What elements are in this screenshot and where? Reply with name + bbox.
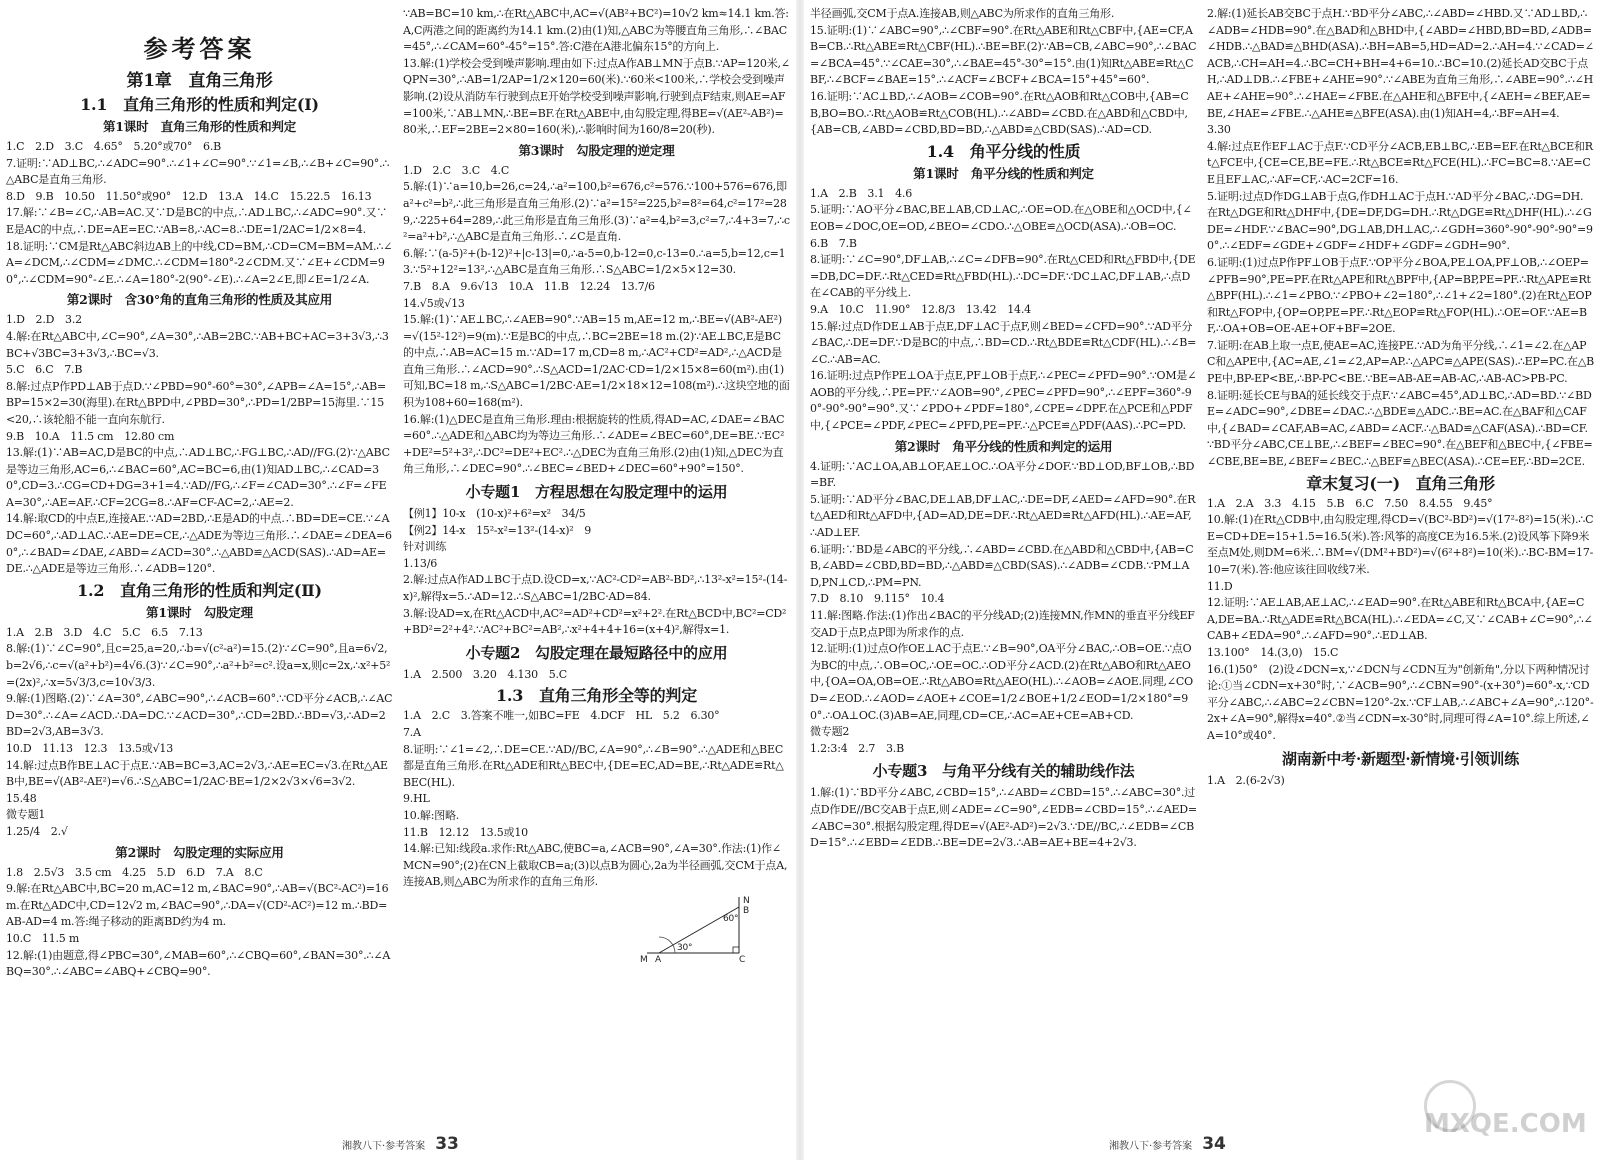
answer-paragraph: 9.解:(1)图略.(2)∵∠A=30°,∠ABC=90°,∴∠ACB=60°.∵CD平分∠ACB,∴∠ACD=30°.∴∠A=∠ACD.∴DA=DC.∵∠ACD=30°,∴CD=2BD.∴BD=√3,∴AD=2BD=2√3,AB=3√3. xyxy=(6,692,393,739)
answer-paragraph: 针对训练 xyxy=(403,540,447,554)
answer-paragraph: 【例2】14-x 15²-x²=13²-(14-x)² 9 xyxy=(403,523,592,537)
answer-paragraph: 3.解:设AD=x,在Rt△ACD中,AC²=AD²+CD²=x²+2².在Rt△BCD中,BC²=CD²+BD²=2²+4².∵AC²+BC²=AB²,∴x²+4+4+16=(x+4)²,解得x=1. xyxy=(403,606,787,637)
right-page xyxy=(804,0,1600,1160)
point-M-label: M xyxy=(640,954,648,963)
watermark-ring-icon xyxy=(1424,1080,1476,1132)
lesson-heading: 第1课时 角平分线的性质和判定 xyxy=(913,165,1094,181)
answer-paragraph: 10.C 11.5 m xyxy=(6,931,80,945)
answer-paragraph: 6.解:∵(a-5)²+(b-12)²+|c-13|=0,∴a-5=0,b-12=0,c-13=0.∴a=5,b=12,c=13.∵5²+12²=13²,∴△ABC是直角三角形.∴S△ABC=1/2×5×12=30. xyxy=(403,246,786,277)
point-N-label: N xyxy=(743,895,750,906)
answer-paragraph: 17.解:∵∠B=∠C,∴AB=AC.又∵D是BC的中点,∴AD⊥BC,∴∠ADC=90°.又∵E是AC的中点,∴DE=AE=EC.∵AB=8,∴AC=8.∴DE=1/2AC=1/2×8=4. xyxy=(6,206,388,236)
lesson-heading: 第2课时 含30°角的直角三角形的性质及其应用 xyxy=(66,292,333,308)
answer-paragraph: 15.证明:(1)∵∠ABC=90°,∴∠CBF=90°.在Rt△ABE和Rt△CBF中,{AE=CF,AB=CB.∴Rt△ABE≌Rt△CBF(HL).∴BE=BF.(2)∵AB=CB,∠ABC=90°,∴∠BAC=∠BCA=45°.∵∠CAE=30°,∴∠BAE=45°-30°=15°.由(1)知Rt△ABE≌Rt△CBF,∴∠BCF=∠BAE=15°.∴∠ACF=∠BCF+∠BCA=15°+45°=60°. xyxy=(810,23,1197,87)
section-heading: 1.4 角平分线的性质 xyxy=(926,141,1081,161)
document-title: 参考答案 xyxy=(143,34,256,63)
answer-paragraph: 4.解:在Rt△ABC中,∠C=90°,∠A=30°,∴AB=2BC.∵AB+BC+AC=3+3√3,∴3BC+√3BC=3+3√3,∴BC=√3. xyxy=(6,329,389,360)
answer-paragraph: 1.C 2.D 3.C 4.65° 5.20°或70° 6.B xyxy=(6,140,221,153)
answer-paragraph: 8.D 9.B 10.50 11.50°或90° 12.D 13.A 14.C 15.22.5 16.13 xyxy=(6,189,372,203)
answer-paragraph: 1.A 2.500 3.20 4.130 5.C xyxy=(403,667,568,681)
answer-paragraph: 8.解:过点P作PD⊥AB于点D.∵∠PBD=90°-60°=30°,∠APB=∠A=15°,∴AB=BP=15×2=30(海里).在Rt△BPD中,∠PBD=30°,∴PD=1/2BP=15海里.∵15<20,∴该轮船不能一直向东航行. xyxy=(6,379,387,426)
left-page-number: 33 xyxy=(435,1134,459,1154)
answer-paragraph: 10.解:图略. xyxy=(403,808,460,822)
answer-paragraph: 5.证明:∵AO平分∠BAC,BE⊥AB,CD⊥AC,∴OE=OD.在△OBE和△OCD中,{∠EOB=∠DOC,OE=OD,∠BEO=∠CDO.∴△OBE≌△OCD(ASA).∴OB=OC. xyxy=(810,203,1192,233)
left-footer-text: 湘教八下·参考答案 xyxy=(342,1141,426,1152)
point-C-label: C xyxy=(739,954,746,963)
answer-paragraph: 12.证明:∵AE⊥AB,AE⊥AC,∴∠EAD=90°.在Rt△ABE和Rt△BCA中,{AE=CA,DE=BA.∴Rt△ADE≌Rt△BCA(HL).∴∠EDA=∠C,又∵∠CAB+∠C=90°,∴∠CAB+∠EDA=90°.∴∠AFD=90°.∴ED⊥AB. xyxy=(1207,596,1593,643)
point-A-label: A xyxy=(655,954,661,963)
section-heading: 1.2 直角三角形的性质和判定(Ⅱ) xyxy=(77,580,322,600)
answer-paragraph: 9.HL xyxy=(403,792,430,806)
answer-paragraph: 14.解:过点B作BE⊥AC于点E.∵AB=BC=3,AC=2√3,∴AE=EC=√3.在Rt△AEB中,BE=√(AB²-AE²)=√6.∴S△ABC=1/2AC·BE=1/2×2√3×√6=3√2. xyxy=(6,758,388,789)
arc-construction xyxy=(659,937,675,953)
lesson-heading: 第2课时 角平分线的性质和判定的运用 xyxy=(894,438,1113,454)
answer-paragraph: 10.解:(1)在Rt△CDB中,由勾股定理,得CD=√(BC²-BD²)=√(17²-8²)=15(米).∴CE=CD+DE=15+1.5=16.5(米).答:风筝的高度CE为16.5米.(2)设风筝下降9米至点M处,则DM=6米.∴BM=√(DM²+BD²)=√(6²+8²)=10(米).∴BC-BM=17-10=7(米).答:他应该往回收线7米. xyxy=(1207,513,1594,576)
answer-paragraph: 4.解:过点E作EF⊥AC于点F.∵CD平分∠ACB,EB⊥BC,∴EB=EF.在Rt△BCE和Rt△FCE中,{CE=CE,BE=FE.∴Rt△BCE≌Rt△FCE(HL).∴FC=BC=8.∵AE=CE且EF⊥AC,∴AF=CF,∴AC=2CF=16. xyxy=(1207,139,1593,186)
lesson-heading: 第1课时 直角三角形的性质和判定 xyxy=(103,119,296,134)
answer-paragraph: 16.解:(1)△DEC是直角三角形.理由:根据旋转的性质,得AD=AC,∠DAE=∠BAC=60°.∴△ADE和△ABC均为等边三角形.∴∠ADE=∠BEC=60°,DE=BE.∵EC²+DE²=5²+3²,∴DC²=DE²+EC².∴△DEC为直角三角形.(2)由(1)知,△DEC为直角三角形,∴∠DEC=90°.∴∠BEC=∠BED+∠DEC=60°+90°=150°. xyxy=(403,412,785,476)
answer-paragraph: ∵AB=BC=10 km,∴在Rt△ABC中,AC=√(AB²+BC²)=10√2 km≈14.1 km.答:A,C两港之间的距离约为14.1 km.(2)由(1)知,△ABC为等腰直角三角形,∴∠BAC=45°,∴∠CAM=60°-45°=15°.答:C港在A港北偏东15°的方向上. xyxy=(403,7,789,54)
answer-paragraph: 6.证明:∵BD是∠ABC的平分线,∴∠ABD=∠CBD.在△ABD和△CBD中,{AB=CB,∠ABD=∠CBD,BD=BD,∴△ABD≌△CBD(SAS).∴∠ADB=∠CDB.∵PM⊥AD,PN⊥CD,∴PM=PN. xyxy=(810,542,1194,589)
left-page xyxy=(0,0,796,1160)
answer-paragraph: 8.证明:∵∠C=90°,DF⊥AB,∴∠C=∠DFB=90°.在Rt△CED和Rt△FBD中,{DE=DB,DC=DF.∴Rt△CED≌Rt△FBD(HL).∴DC=DF.∵DC⊥AC,DF⊥AB,∴点D在∠CAB的平分线上. xyxy=(810,253,1196,300)
answer-paragraph: 半径画弧,交CM于点A.连接AB,则△ABC为所求作的直角三角形. xyxy=(810,7,1115,20)
answer-paragraph: 1.A 2.A 3.3 4.15 5.B 6.C 7.50 8.4.55 9.45° xyxy=(1207,496,1493,510)
answer-paragraph: 2.解:过点A作AD⊥BC于点D.设CD=x,∵AC²-CD²=AB²-BD²,∴13²-x²=15²-(14-x)²,解得x=5.∴AD=12.∴S△ABC=1/2BC·AD=84. xyxy=(403,573,788,603)
answer-paragraph: 6.证明:(1)过点P作PF⊥OB于点F.∵OP平分∠BOA,PE⊥OA,PF⊥OB,∴∠OEP=∠PFB=90°,PE=PF.在Rt△APE和Rt△BPF中,{AP=BP,PE=PF.∴Rt△APE≌Rt△BPF(HL).∴∠1=∠PBO.∵∠PBO+∠2=180°,∴∠1+∠2=180°.(2)在Rt△EOP和Rt△FOP中,{OP=OP,PE=PF.∴Rt△EOP≌Rt△FOP(HL).∴OE=OF.∵AE=BF,∴OA+OB=OE-AE+OF+BF=2OE. xyxy=(1207,255,1592,336)
answer-paragraph: 13.解:(1)学校会受到噪声影响.理由如下:过点A作AB⊥MN于点B.∵AP=120米,∠QPN=30°,∴AB=1/2AP=1/2×120=60(米).∵60米<100米,∴学校会受到噪声影响.(2)设从消防车行驶到点E开始学校受到噪声影响,行驶到点F结束,则AE=AF=100米,∵AB⊥MN,∴BE=BF.在Rt△ABE中,由勾股定理,得BE=√(AE²-AB²)=80米,∴EF=2BE=2×80=160(米),∴影响时间为160/8=20(秒). xyxy=(403,56,790,137)
answer-paragraph: 1.2:3:4 2.7 3.B xyxy=(810,741,904,755)
answer-paragraph: 8.证明:∵∠1=∠2,∴DE=CE.∵AD//BC,∠A=90°,∴∠B=90°.∴△ADE和△BEC都是直角三角形.在Rt△ADE和Rt△BEC中,{DE=EC,AD=BE,∴Rt△ADE≌Rt△BEC(HL). xyxy=(403,742,784,789)
answer-paragraph: 1.A 2.(6-2√3) xyxy=(1207,773,1285,787)
answer-paragraph: 15.解:(1)∵AE⊥BC,∴∠AEB=90°.∵AB=15 m,AE=12 m,∴BE=√(AB²-AE²)=√(15²-12²)=9(m).∵E是BC的中点,∴BC=2BE=18 m.(2)∵AE⊥BC,E是BC的中点,∴AB=AC=15 m.∵AD=17 m,CD=8 m,∴AC²+CD²=AD²,∴△ACD是直角三角形.∴∠ACD=90°.∴S△ACD=1/2AC·CD=1/2×15×8=60(m²).由(1)可知,BC=18 m,∴S△ABC=1/2BC·AE=1/2×18×12=108(m²).∴这块空地的面积为108+60=168(m²). xyxy=(403,313,790,410)
column-4 xyxy=(1207,6,1594,1128)
answer-paragraph: 13.100° 14.(3,0) 15.C xyxy=(1207,645,1339,659)
chapter-heading: 第1章 直角三角形 xyxy=(126,71,273,91)
page-gutter xyxy=(796,0,804,1160)
answer-paragraph: 15.解:过点D作DE⊥AB于点E,DF⊥AC于点F,则∠BED=∠CFD=90°.∵AD平分∠BAC,∴DE=DF.∵D是BC的中点,∴BD=CD.∴Rt△BDE≌Rt△CDF(HL).∴∠B=∠C.∴AB=AC. xyxy=(810,319,1197,366)
answer-paragraph: 13.解:(1)∵AB=AC,D是BC的中点,∴AD⊥BC,∴FG⊥BC,∴AD//FG.(2)∵△ABC是等边三角形,AC=6,∴∠BAC=60°,AC=BC=6,由(1)知AD⊥BC,∴∠CAD=30°,CD=3.∴CG=CD+DG=3+1=4.∵AD//FG,∴∠F=∠CAD=30°.∴∠F=∠FEA=30°,∴AE=AF.∴CF=2CG=8.∴AF=CF-AC=2,∴AE=2. xyxy=(6,446,390,509)
answer-paragraph: 5.证明:∵AD平分∠BAC,DE⊥AB,DF⊥AC,∴DE=DF,∠AED=∠AFD=90°.在Rt△AED和Rt△AFD中,{AD=AD,DE=DF.∴Rt△AED≌Rt△AFD(HL).∴AE=AF,∴AD⊥EF. xyxy=(810,492,1196,540)
lesson-heading: 第3课时 勾股定理的逆定理 xyxy=(518,142,675,158)
answer-paragraph: 16.(1)50° (2)设∠DCN=x,∵∠DCN与∠CDN互为"创新角",分以下两种情况讨论:①当∠CDN=x+30°时,∵∠ACB=90°,∴∠CBN=90°-(x+30°)=60°-x,∵CD平分∠ABC,∴∠ABC=2∠CBN=120°-2x.∵CF⊥AB,∴∠ABC+∠A=90°,∴120°-2x+∠A=90°,解得x=40°.②当∠CDN=x-30°时,同理可得∠A=10°.综上所述,∠A=10°或40°. xyxy=(1207,662,1594,742)
topic-heading: 湖南新中考·新题型·新情境·引领训练 xyxy=(1281,749,1520,768)
section-heading: 章末复习(一) 直角三角形 xyxy=(1306,473,1495,493)
answer-paragraph: 6.B 7.B xyxy=(810,236,857,250)
answer-paragraph: 7.证明:在AB上取一点E,使AE=AC,连接PE.∵AD为角平分线,∴∠1=∠2.在△APC和△APE中,{AC=AE,∠1=∠2,AP=AP.∴△APC≌△APE(SAS).∴EP=PC.在△BPE中,BP-EP<BE,∴BP-PC<BE.∵BE=AB-AE=AB-AC,∴AB-AC>PB-PC. xyxy=(1207,338,1594,386)
answer-paragraph: 1.D 2.D 3.2 xyxy=(6,313,82,327)
answer-paragraph: 14.√5或√13 xyxy=(403,296,465,310)
answer-paragraph: 1.A 2.B 3.1 4.6 xyxy=(810,186,913,200)
answer-paragraph: 微专题2 xyxy=(810,725,850,739)
right-page-number: 34 xyxy=(1202,1134,1226,1154)
answer-paragraph: 微专题1 xyxy=(6,808,46,822)
answer-paragraph: 16.证明:∵AC⊥BD,∴∠AOB=∠COB=90°.在Rt△AOB和Rt△COB中,{AB=CB,BO=BO.∴Rt△AOB≌Rt△COB(HL).∴∠ABD=∠CBD.在△ABD和△CBD中,{AB=CB,∠ABD=∠CBD,BD=BD,∴△ABD≌△CBD(SAS).∴AD=CD. xyxy=(810,89,1189,137)
point-B-label: B xyxy=(743,905,749,916)
topic-heading: 小专题2 勾股定理在最短路径中的应用 xyxy=(465,643,728,662)
answer-paragraph: 11.D xyxy=(1207,579,1233,593)
answer-paragraph: 5.解:(1)∵a=10,b=26,c=24,∴a²=100,b²=676,c²=576.∵100+576=676,即a²+c²=b²,∴此三角形是直角三角形.(2)∵a²=15²=225,b²=8²=64,c²=17²=289,∴225+64=289,∴此三角形是直角三角形.(3)∵a²=4,b²=3,c²=7,∴4+3=7,∴c²=a²+b²,∴△ABC是直角三角形.∴∠C是直角. xyxy=(403,180,790,244)
left-footer xyxy=(342,1134,459,1154)
lesson-heading: 第1课时 勾股定理 xyxy=(146,604,253,620)
answer-paragraph: 14.解:取CD的中点E,连接AE.∵AD=2BD,∴E是AD的中点.∴BD=DE=CE.∵∠ADC=60°,∴AD⊥AC.∴AE=DE=CE,∴△ADE为等边三角形.∴∠DAE=∠DEA=60°,∴∠BAD=∠DAE,∠ABD=∠ACD=30°.∴△ABD≌△ACD(SAS).∴AD=AE=DE.∴△ADE是等边三角形.∴∠ADB=120°. xyxy=(6,512,392,576)
answer-paragraph: 1.解:(1)∵BD平分∠ABC,∠CBD=15°,∴∠ABD=∠CBD=15°.∴∠ABC=30°.过点D作DE//BC交AB于点E,则∠ADE=∠C=90°,∠EDB=∠CBD=15°.∴∠AED=∠ABC=30°.根据勾股定理,得DE=√(AE²-AD²)=2√3.∵DE//BC,∴∠EDB=∠CBD=15°.∴∠EBD=∠EDB.∴BE=DE=2√3.∴AB=AE+BE=4+2√3. xyxy=(810,786,1197,850)
answer-paragraph: 12.证明:(1)过点O作OE⊥AC于点E.∵∠B=90°,OA平分∠BAC,∴OB=OE.∵点O为BC的中点,∴OB=OC,∴OE=OC.∴OD平分∠ACD.(2)在Rt△ABO和Rt△AEO中,{OA=OA,OB=OE.∴Rt△ABO≌Rt△AEO(HL).∴∠AOB=∠AOE.同理,∠COD=∠EOD.∴∠AOD=∠AOE+∠COE=1/2∠BOE+1/2∠EOD=1/2×180°=90°.∴OA⊥OC.(3)AB=AE,同理,CD=CE,∴AC=AE+CE=AB+CD. xyxy=(810,642,1193,722)
section-heading: 1.3 直角三角形全等的判定 xyxy=(495,686,698,706)
answer-paragraph: 2.解:(1)延长AB交BC于点H.∵BD平分∠ABC,∴∠ABD=∠HBD.又∵AD⊥BD,∴∠ADB=∠HDB=90°.在△BAD和△BHD中,{∠ABD=∠HBD,BD=BD,∠ADB=∠HDB.∴△BAD≌△BHD(ASA).∴BH=AB=5,HD=AD=2.∴AH=4.∵∠CAD=∠ACB,∴CH=AH=4.∴BC=CH+BH=4+6=10.∴BC=10.(2)延长AD交BC于点H,∴AD⊥DB.∴∠FBE+∠AHE=90°.∵∠ABE为直角三角形,∴∠ABE=90°.∴∠HAE+∠AHE=90°.∴∠HAE=∠FBE.在△AHE和△BFE中,{∠AEH=∠BEF,AE=BE,∠HAE=∠FBE.∴△AHE≌△BFE(ASA).由(1)知AH=4,∴BF=AH=4. xyxy=(1207,7,1594,120)
answer-paragraph: 1.D 2.C 3.C 4.C xyxy=(403,163,510,177)
answer-paragraph: 11.B 12.12 13.5或10 xyxy=(403,825,528,839)
answer-paragraph: 5.证明:过点D作DG⊥AB于点G,作DH⊥AC于点H.∵AD平分∠BAC,∴DG=DH.在Rt△DGE和Rt△DHF中,{DE=DF,DG=DH.∴Rt△DGE≌Rt△DHF(HL).∴∠GDE=∠HDF.∵∠BAC=90°,DG⊥AB,DH⊥AC,∴∠GDH=360°-90°-90°-90°=90°.∴∠EDF=∠GDE+∠GDF=∠HDF+∠GDF=∠GDH=90°. xyxy=(1207,189,1593,253)
section-heading: 1.1 直角三角形的性质和判定(Ⅰ) xyxy=(80,95,319,114)
answer-paragraph: 1.8 2.5√3 3.5 cm 4.25 5.D 6.D 7.A 8.C xyxy=(6,865,263,879)
column-3 xyxy=(810,6,1197,1128)
angle-30-label: 30° xyxy=(677,942,693,953)
watermark-logo xyxy=(1424,1098,1587,1150)
answer-paragraph: 1.A 2.C 3.答案不唯一,如BC=FE 4.DCF HL 5.2 6.30° xyxy=(403,709,720,723)
answer-paragraph: 1.13/6 xyxy=(403,556,437,570)
answer-paragraph: 8.证明:延长CE与BA的延长线交于点F.∵∠ABC=45°,AD⊥BC,∴AD=BD.∵∠BDE=∠ADC=90°,∠DBE=∠DAC.∴△BDE≌△ADC.∴BE=AC.在△BAF和△CAF中,{∠BAD=∠CAF,AB=AC,∠ABD=∠ACF.∴△BAD≌△CAF(ASA).∴BD=CF.∵BD平分∠ABC,CE⊥BE,∴∠BEF=∠BEC=90°.在△BEF和△BEC中,{∠FBE=∠CBE,BE=BE,∠BEF=∠BEC.∴△BEF≌△BEC(ASA).∴CE=EF,∴BD=2CE. xyxy=(1207,388,1593,469)
answer-paragraph: 4.证明:∵AC⊥OA,AB⊥OF,AE⊥OC.∴OA平分∠DOF.∵BD⊥OD,BF⊥OB,∴BD=BF. xyxy=(810,459,1195,490)
right-footer xyxy=(1109,1134,1226,1154)
answer-paragraph: 【例1】10-x (10-x)²+6²=x² 34/5 xyxy=(403,507,586,521)
answer-paragraph: 16.证明:过点P作PE⊥OA于点E,PF⊥OB于点F,∴∠PEC=∠PFD=90°.∵OM是∠AOB的平分线,∴PE=PF.∵∠AOB=90°,∠PEC=∠PFD=90°,∴∠EPF=360°-90°-90°-90°=90°.又∵∠PDO+∠PDF=180°,∠CPE=∠DPF.在△PCE和△PDF中,{∠PCE=∠PDF,∠PEC=∠PFD,PE=PF.∴△PCE≌△PDF(AAS).∴PC=PD. xyxy=(810,369,1197,433)
answer-paragraph: 10.D 11.13 12.3 13.5或√13 xyxy=(6,742,173,755)
answer-paragraph: 8.解:(1)∵∠C=90°,且c=25,a=20,∴b=√(c²-a²)=15.(2)∵∠C=90°,且a=6√2,b=2√6,∴c=√(a²+b²)=4√6.(3)∵∠C=90°,∴a²+b²=c².设a=x,则c=2x,∴x²+5²=(2x)²,∴x=5√3/3,c=10√3/3. xyxy=(6,642,391,689)
column-1 xyxy=(6,6,393,1128)
answer-paragraph: 18.证明:∵CM是Rt△ABC斜边AB上的中线,CD=BM,∴CD=CM=BM=AM.∴∠A=∠DCM,∴∠CDM=∠DMC.∴∠CDM=180°-2∠CDM.又∵∠E+∠CDM=90°,∴∠CDM=90°-∠E.∴∠A=180°-2(90°-∠E).∴∠A=2∠E,即∠E=1/2∠A. xyxy=(6,239,393,286)
topic-heading: 小专题3 与角平分线有关的辅助线作法 xyxy=(872,762,1135,781)
answer-paragraph: 14.解:已知:线段a.求作:Rt△ABC,使BC=a,∠ACB=90°,∠A=30°.作法:(1)作∠MCN=90°;(2)在CN上截取CB=a;(3)以点B为圆心,2a为半径画弧,交CM于点A,连接AB,则△ABC为所求作的直角三角形. xyxy=(403,842,788,889)
right-angle-mark xyxy=(733,947,739,953)
watermark-text: MXQE.COM xyxy=(1424,1109,1587,1139)
answer-paragraph: 5.C 6.C 7.B xyxy=(6,363,83,377)
answer-paragraph: 12.解:(1)由题意,得∠PBC=30°,∠MAB=60°,∴∠CBQ=60°,∠BAN=30°.∴∠ABQ=30°.∴∠ABC=∠ABQ+∠CBQ=90°. xyxy=(6,948,391,979)
lesson-heading: 第2课时 勾股定理的实际应用 xyxy=(115,844,284,860)
answer-paragraph: 7.A xyxy=(403,725,421,739)
column-2 xyxy=(403,6,790,1128)
answer-paragraph: 9.B 10.A 11.5 cm 12.80 cm xyxy=(6,429,175,443)
answer-paragraph: 7.B 8.A 9.6√13 10.A 11.B 12.24 13.7/6 xyxy=(403,279,655,293)
answer-paragraph: 7.D 8.10 9.115° 10.4 xyxy=(810,592,945,606)
answer-paragraph: 11.解:图略.作法:(1)作出∠BAC的平分线AD;(2)连接MN,作MN的垂直平分线EF交AD于点P,点P即为所求作的点. xyxy=(810,609,1195,639)
topic-heading: 小专题1 方程思想在勾股定理中的运用 xyxy=(465,483,728,502)
answer-paragraph: 9.A 10.C 11.90° 12.8/3 13.42 14.4 xyxy=(810,302,1031,316)
construction-figure xyxy=(639,893,759,963)
right-footer-text: 湘教八下·参考答案 xyxy=(1109,1141,1193,1152)
answer-paragraph: 3.30 xyxy=(1207,123,1231,137)
answer-paragraph: 15.48 xyxy=(6,791,37,805)
answer-paragraph: 9.解:在Rt△ABC中,BC=20 m,AC=12 m,∠BAC=90°,∴AB=√(BC²-AC²)=16 m.在Rt△ADC中,CD=12√2 m,∠BAC=90°,∴DA=√(CD²-AC²)=12 m.∴BD=AB-AD=4 m.答:绳子移动的距离BD约为4 m. xyxy=(6,882,389,929)
answer-paragraph: 1.25/4 2.√ xyxy=(6,824,68,838)
answer-paragraph: 7.证明:∵AD⊥BC,∴∠ADC=90°.∴∠1+∠C=90°.∵∠1=∠B,∴∠B+∠C=90°.∴△ABC是直角三角形. xyxy=(6,156,390,187)
answer-paragraph: 1.A 2.B 3.D 4.C 5.C 6.5 7.13 xyxy=(6,625,203,639)
angle-60-label: 60° xyxy=(723,913,739,924)
